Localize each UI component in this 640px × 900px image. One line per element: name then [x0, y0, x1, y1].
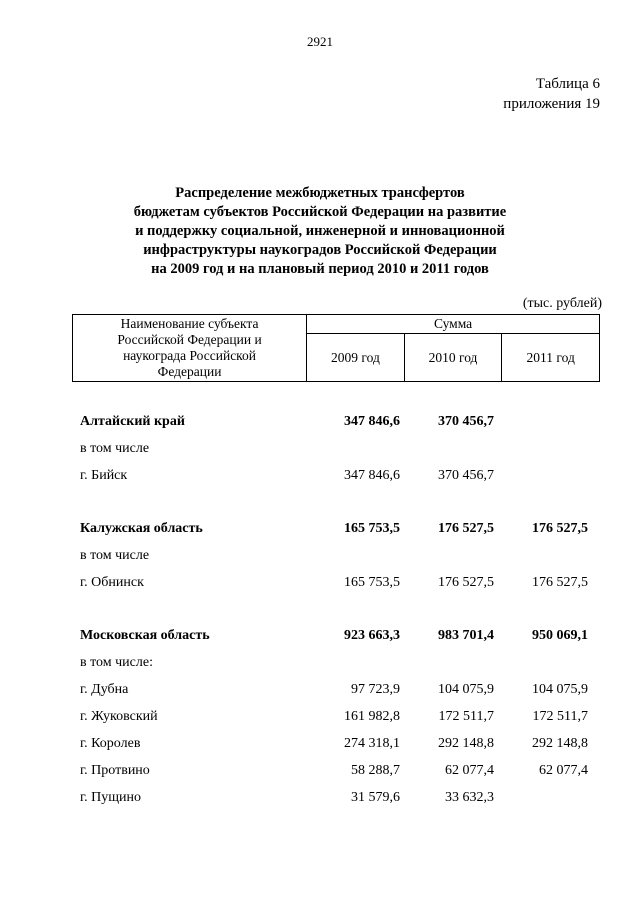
page-number: 2921 [307, 34, 333, 49]
value-2011: 950 069,1 [532, 628, 588, 643]
row-label: г. Жуковский [80, 709, 158, 724]
document-title [0, 184, 640, 279]
value-2010: 983 701,4 [438, 628, 494, 643]
value-2009: 161 982,8 [344, 709, 400, 724]
header-year-2009: 2009 год [307, 334, 405, 382]
value-2010: 176 527,5 [438, 575, 494, 590]
table-row [0, 544, 640, 571]
row-label: г. Бийск [80, 468, 128, 483]
table-row [0, 759, 640, 786]
table-reference [503, 74, 600, 114]
table-row [0, 464, 640, 491]
value-2010: 176 527,5 [438, 521, 494, 536]
table-row [0, 678, 640, 705]
row-label: в том числе [80, 441, 150, 456]
table-number: Таблица 6 [535, 76, 600, 92]
title-line: бюджетам субъектов Российской Федерации на развитие [133, 204, 507, 220]
value-2010: 370 456,7 [438, 468, 494, 483]
header-name-line: Федерации [157, 364, 222, 379]
value-2010: 104 075,9 [438, 682, 494, 697]
value-2009: 165 753,5 [344, 575, 400, 590]
header-name-line: наукограда Российской [123, 348, 257, 363]
title-line: и поддержку социальной, инженерной и инновационной [135, 223, 505, 239]
table-row [0, 705, 640, 732]
row-label: в том числе [80, 548, 150, 563]
row-label: в том числе: [80, 655, 153, 670]
value-2009: 58 288,7 [351, 763, 400, 778]
value-2009: 274 318,1 [344, 736, 400, 751]
region-row [0, 410, 640, 437]
appendix-number: приложения 19 [503, 96, 600, 112]
header-name-column [73, 315, 307, 382]
units-label: (тыс. рублей) [522, 296, 602, 311]
value-2011: 176 527,5 [532, 575, 588, 590]
value-2009: 347 846,6 [344, 414, 400, 429]
value-2009: 923 663,3 [344, 628, 400, 643]
region-row [0, 624, 640, 651]
value-2009: 347 846,6 [344, 468, 400, 483]
row-label: г. Обнинск [80, 575, 144, 590]
row-label: Алтайский край [80, 414, 185, 429]
table-row [0, 571, 640, 598]
value-2009: 165 753,5 [344, 521, 400, 536]
title-line: Распределение межбюджетных трансфертов [175, 185, 465, 201]
value-2010: 62 077,4 [445, 763, 494, 778]
value-2011: 172 511,7 [532, 709, 588, 724]
value-2010: 172 511,7 [438, 709, 494, 724]
value-2011: 104 075,9 [532, 682, 588, 697]
row-label: г. Дубна [80, 682, 129, 697]
row-label: Московская область [80, 628, 210, 643]
header-sum: Сумма [307, 315, 600, 334]
table-row [0, 786, 640, 813]
header-year-2010: 2010 год [404, 334, 502, 382]
value-2011: 176 527,5 [532, 521, 588, 536]
region-row [0, 517, 640, 544]
value-2011: 292 148,8 [532, 736, 588, 751]
title-line: инфраструктуры наукоградов Российской Федерации [143, 242, 497, 258]
value-2009: 97 723,9 [351, 682, 400, 697]
header-year-2011: 2011 год [502, 334, 600, 382]
value-2010: 292 148,8 [438, 736, 494, 751]
value-2010: 33 632,3 [445, 790, 494, 805]
row-label: г. Протвино [80, 763, 150, 778]
row-label: Калужская область [80, 521, 203, 536]
row-label: г. Королев [80, 736, 141, 751]
value-2009: 31 579,6 [351, 790, 400, 805]
row-label: г. Пущино [80, 790, 142, 805]
table-row [0, 732, 640, 759]
value-2011: 62 077,4 [539, 763, 588, 778]
table-header [72, 314, 600, 382]
table-row [0, 651, 640, 678]
value-2010: 370 456,7 [438, 414, 494, 429]
title-line: на 2009 год и на плановый период 2010 и 2011 годов [151, 261, 489, 277]
header-name-line: Наименование субъекта [120, 316, 259, 331]
header-name-line: Российской Федерации и [117, 332, 262, 347]
table-row [0, 437, 640, 464]
